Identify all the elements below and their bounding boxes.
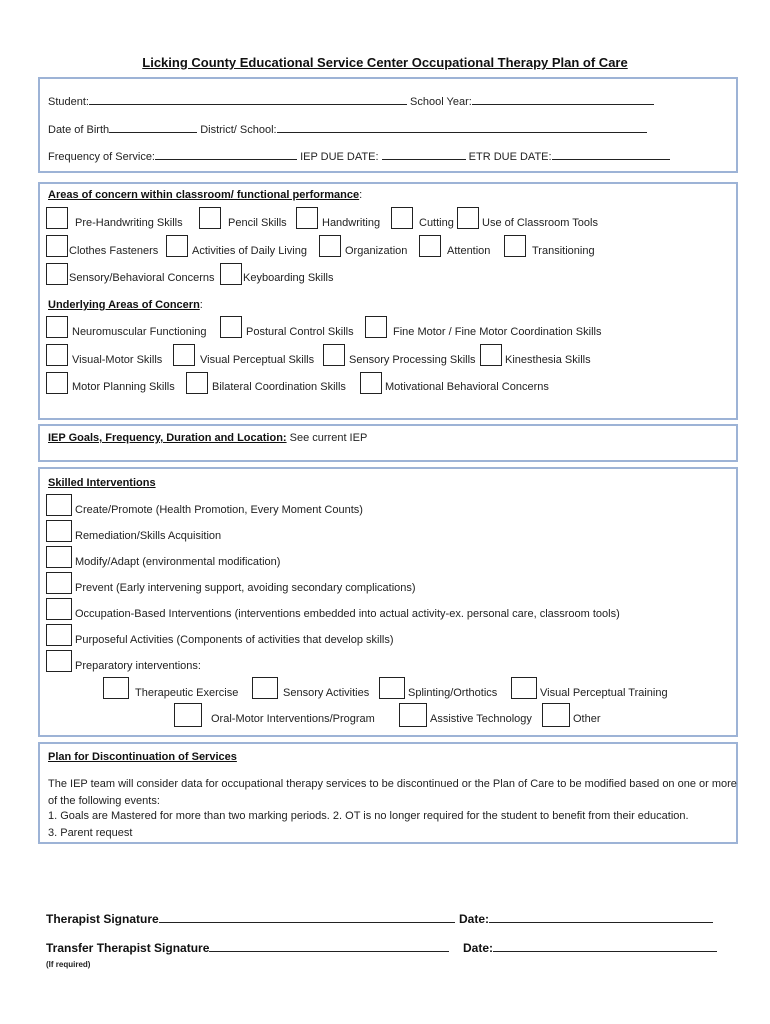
concerns-heading — [48, 189, 362, 201]
checkbox-remediation[interactable] — [46, 520, 72, 542]
label-visual-perceptual-training: Visual Perceptual Training — [540, 687, 668, 699]
checkbox-clothes-fasteners[interactable] — [46, 235, 68, 257]
label-adl: Activities of Daily Living — [192, 245, 307, 257]
checkbox-splinting[interactable] — [379, 677, 405, 699]
discontinuation-text: The IEP team will consider data for occupational therapy services to be discontinued or the Plan of Care to be modified based on one or more of the following events: — [48, 778, 737, 807]
checkbox-purposeful-activities[interactable] — [46, 624, 72, 646]
checkbox-visual-perceptual-training[interactable] — [511, 677, 537, 699]
concerns-heading-text: Areas of concern within classroom/ functional performance — [48, 189, 360, 201]
label-sensory-behavioral: Sensory/Behavioral Concerns — [69, 272, 215, 284]
etr-due-label: ETR DUE DATE: — [468, 151, 552, 163]
discontinuation-heading: Plan for Discontinuation of Services — [48, 751, 237, 763]
student-row — [48, 94, 654, 108]
checkbox-modify-adapt[interactable] — [46, 546, 72, 568]
if-required-note: (If required) — [46, 960, 91, 969]
checkbox-pencil-skills[interactable] — [199, 207, 221, 229]
label-motor-planning: Motor Planning Skills — [72, 381, 175, 393]
iep-due-label: IEP DUE DATE: — [300, 151, 379, 163]
dob-field[interactable] — [109, 122, 197, 133]
transfer-signature-row — [46, 941, 449, 955]
checkbox-sensory-activities[interactable] — [252, 677, 278, 699]
checkbox-attention[interactable] — [419, 235, 441, 257]
interventions-heading: Skilled Interventions — [48, 477, 156, 489]
iep-goals-value: See current IEP — [286, 432, 368, 444]
checkbox-adl[interactable] — [166, 235, 188, 257]
checkbox-organization[interactable] — [319, 235, 341, 257]
transfer-signature-label: Transfer Therapist Signature — [46, 941, 210, 955]
underlying-heading-colon: : — [199, 299, 203, 311]
checkbox-therapeutic-exercise[interactable] — [103, 677, 129, 699]
checkbox-transitioning[interactable] — [504, 235, 526, 257]
school-year-field[interactable] — [472, 94, 654, 105]
dob-label: Date of Birth — [48, 124, 110, 136]
label-motivational-behavioral: Motivational Behavioral Concerns — [385, 381, 549, 393]
checkbox-postural-control[interactable] — [220, 316, 242, 338]
label-visual-perceptual: Visual Perceptual Skills — [200, 354, 315, 366]
checkbox-bilateral-coordination[interactable] — [186, 372, 208, 394]
iep-goals-row — [48, 432, 367, 444]
checkbox-visual-perceptual[interactable] — [173, 344, 195, 366]
student-label: Student: — [48, 96, 89, 108]
checkbox-motor-planning[interactable] — [46, 372, 68, 394]
transfer-signature-field[interactable] — [209, 941, 449, 952]
label-other: Other — [573, 713, 601, 725]
label-organization: Organization — [345, 245, 408, 257]
label-purposeful-activities: Purposeful Activities (Components of activities that develop skills) — [75, 634, 394, 646]
label-assistive-technology: Assistive Technology — [430, 713, 532, 725]
frequency-row — [48, 149, 670, 163]
checkbox-sensory-behavioral[interactable] — [46, 263, 68, 285]
etr-due-field[interactable] — [552, 149, 670, 160]
label-classroom-tools: Use of Classroom Tools — [482, 217, 598, 229]
label-create-promote: Create/Promote (Health Promotion, Every Moment Counts) — [75, 504, 363, 516]
checkbox-neuromuscular[interactable] — [46, 316, 68, 338]
label-neuromuscular: Neuromuscular Functioning — [72, 326, 207, 338]
school-year-label: School Year: — [410, 96, 472, 108]
therapist-date-row — [459, 912, 713, 926]
label-oral-motor: Oral-Motor Interventions/Program — [211, 713, 375, 725]
therapist-date-field[interactable] — [489, 912, 713, 923]
checkbox-sensory-processing[interactable] — [323, 344, 345, 366]
frequency-field[interactable] — [155, 149, 297, 160]
checkbox-assistive-technology[interactable] — [399, 703, 427, 727]
label-attention: Attention — [447, 245, 491, 257]
label-clothes-fasteners: Clothes Fasteners — [69, 245, 159, 257]
checkbox-kinesthesia[interactable] — [480, 344, 502, 366]
checkbox-visual-motor[interactable] — [46, 344, 68, 366]
label-kinesthesia: Kinesthesia Skills — [505, 354, 591, 366]
label-postural-control: Postural Control Skills — [246, 326, 354, 338]
label-sensory-activities: Sensory Activities — [283, 687, 370, 699]
label-pencil-skills: Pencil Skills — [228, 217, 287, 229]
label-cutting: Cutting — [419, 217, 454, 229]
label-bilateral-coordination: Bilateral Coordination Skills — [212, 381, 346, 393]
checkbox-oral-motor[interactable] — [174, 703, 202, 727]
label-handwriting: Handwriting — [322, 217, 381, 229]
label-therapeutic-exercise: Therapeutic Exercise — [135, 687, 239, 699]
iep-due-field[interactable] — [382, 149, 466, 160]
district-label: District/ School: — [200, 124, 277, 136]
label-sensory-processing: Sensory Processing Skills — [349, 354, 476, 366]
label-preparatory: Preparatory interventions: — [75, 660, 201, 672]
therapist-signature-label: Therapist Signature — [46, 912, 159, 926]
checkbox-other[interactable] — [542, 703, 570, 727]
label-remediation: Remediation/Skills Acquisition — [75, 530, 222, 542]
frequency-label: Frequency of Service: — [48, 151, 155, 163]
underlying-heading-text: Underlying Areas of Concern — [48, 299, 200, 311]
label-fine-motor: Fine Motor / Fine Motor Coordination Skills — [393, 326, 602, 338]
document-title: Licking County Educational Service Center Occupational Therapy Plan of Care — [142, 55, 628, 70]
transfer-date-row — [463, 941, 717, 955]
checkbox-keyboarding[interactable] — [220, 263, 242, 285]
label-pre-handwriting: Pre-Handwriting Skills — [75, 217, 183, 229]
label-keyboarding: Keyboarding Skills — [243, 272, 334, 284]
label-occupation-based: Occupation-Based Interventions (interventions embedded into actual activity-ex. personal care, classroom tools) — [75, 608, 620, 620]
iep-goals-heading: IEP Goals, Frequency, Duration and Location: — [48, 432, 287, 444]
label-transitioning: Transitioning — [532, 245, 595, 257]
checkbox-occupation-based[interactable] — [46, 598, 72, 620]
checkbox-motivational-behavioral[interactable] — [360, 372, 382, 394]
student-field[interactable] — [89, 94, 407, 105]
label-splinting: Splinting/Orthotics — [408, 687, 498, 699]
checkbox-classroom-tools[interactable] — [457, 207, 479, 229]
checkbox-handwriting[interactable] — [296, 207, 318, 229]
district-field[interactable] — [277, 122, 647, 133]
underlying-heading — [48, 299, 203, 311]
checkbox-fine-motor[interactable] — [365, 316, 387, 338]
checkbox-cutting[interactable] — [391, 207, 413, 229]
discontinuation-events: 1. Goals are Mastered for more than two marking periods. 2. OT is no longer required for the student to benefit from their education. 3. Parent request — [48, 810, 689, 839]
transfer-date-field[interactable] — [493, 941, 717, 952]
label-modify-adapt: Modify/Adapt (environmental modification) — [75, 556, 281, 568]
checkbox-create-promote[interactable] — [46, 494, 72, 516]
transfer-date-label: Date: — [463, 941, 494, 955]
checkbox-prevent[interactable] — [46, 572, 72, 594]
therapist-signature-row — [46, 912, 455, 926]
checkbox-pre-handwriting[interactable] — [46, 207, 68, 229]
checkbox-preparatory[interactable] — [46, 650, 72, 672]
dob-row — [48, 122, 647, 136]
therapist-signature-field[interactable] — [159, 912, 455, 923]
therapist-date-label: Date: — [459, 912, 490, 926]
label-prevent: Prevent (Early intervening support, avoiding secondary complications) — [75, 582, 416, 594]
label-visual-motor: Visual-Motor Skills — [72, 354, 163, 366]
concerns-heading-colon: : — [359, 189, 363, 201]
